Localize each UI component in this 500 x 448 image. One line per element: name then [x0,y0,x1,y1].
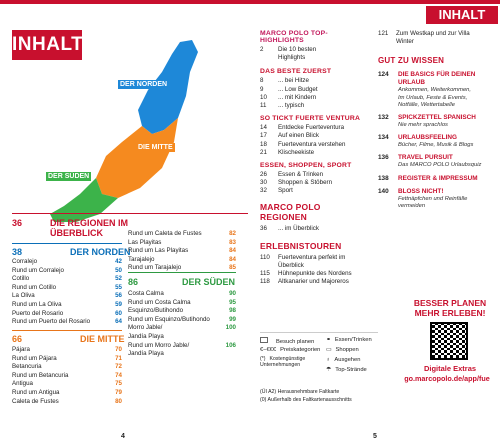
item-title: BLOSS NICHT! [398,187,444,195]
item-body [398,134,473,149]
item-sub: Bücher, Filme, Musik & Blogs [398,142,474,149]
essen-title: ESSEN, SHOPPEN, SPORT [260,162,352,170]
list-item [378,38,496,46]
list-item [260,54,370,62]
item-text: Essen & Trinken [278,171,324,179]
list-item [12,267,122,276]
item-label: Rund um Antigua [12,388,60,396]
item-label: Betancuria [12,363,42,371]
sueden-list [128,290,236,359]
star-symbol: (*) [260,356,266,362]
list-item [260,86,370,94]
item-label: Morro Jable/ [128,324,163,332]
list-item [12,284,122,293]
norden-title: DER NORDEN [70,247,131,257]
list-item [128,342,236,351]
item-sub: vermeiden [398,202,426,209]
list-item [260,262,370,270]
item-body [398,114,476,129]
list-item [260,77,370,85]
item-label: Las Playitas [128,238,162,246]
mp-regionen-list [260,225,370,233]
item-page: 71 [115,354,122,362]
item-num: 21 [260,148,267,156]
page-number-right: 5 [373,433,377,440]
list-item [12,389,122,398]
item-num: 2 [260,46,264,53]
item-page: 64 [115,318,122,326]
item-num: 134 [378,134,389,142]
item-page: 55 [115,283,122,291]
item-label: Rund um Tarajalejo [128,264,182,272]
promo-url[interactable]: go.marcopolo.de/app/fue [404,374,490,383]
list-item [260,102,370,110]
map-label-mitte: DIE MITTE [138,144,173,151]
item-sub: Fettnäpfchen und Reinfälle [398,195,468,202]
mitte-num: 66 [12,334,23,344]
item-page: 42 [115,258,122,265]
item-text: ... bei Hitze [278,77,309,85]
list-item [12,275,122,284]
item-page: 70 [115,346,122,353]
mitte-list [12,346,122,406]
item-num: 17 [260,132,267,140]
list-item [12,363,122,372]
item-num: 124 [378,71,389,79]
legend-item: Preiskategorien [280,347,321,353]
item-text: Hühnepunkte des Nordens [278,270,352,278]
list-item [260,225,370,233]
page-title: INHALT [12,30,82,60]
item-page: 60 [115,309,122,317]
header-tag: INHALT [426,6,498,24]
item-text: ... typisch [278,102,305,110]
item-sub: Ankommen, Weiterkommen, [398,87,472,94]
list-item [12,346,122,355]
list-item [260,171,370,179]
tickt-title: SO TICKT FUERTE VENTURA [260,115,361,123]
item-num: 136 [378,154,389,162]
item-body [398,71,475,109]
list-item [260,46,370,54]
norden-list [12,258,122,327]
item-label: Costa Calma [128,290,164,297]
list-item [128,239,236,248]
item-label: Corralejo [12,258,38,265]
bag-icon: ▭ [326,347,332,353]
item-title: DIE BASICS FÜR DEINEN [398,71,476,79]
item-num: 118 [260,278,270,286]
list-item [12,258,122,267]
item-label: Rund um Costa Calma [128,298,191,306]
item-label: Rund um Morro Jable/ [128,341,190,349]
item-label: Jandía Playa [128,332,164,340]
list-item [128,316,236,325]
item-text: Sport [278,187,293,195]
list-item [128,307,236,316]
item-label: Esquinzo/Butihondo [128,307,184,315]
item-page: 106 [225,341,236,349]
zuerst-list [260,77,370,110]
list-item [128,299,236,308]
item-label: La Oliva [12,292,35,300]
sueden-num: 86 [128,277,139,287]
item-text: ... Low Budget [278,85,318,93]
list-item [260,254,370,262]
legend-note: (ÜI A2) Herausnehmbare Faltkarte [260,389,340,395]
mitte-title: DIE MITTE [80,334,125,344]
item-page: 100 [225,324,236,332]
item-text: Fuerteventura perfekt im [278,253,346,261]
item-body [398,188,467,210]
island-map [40,38,240,238]
list-item [260,124,370,132]
list-item [378,30,496,38]
item-num: 110 [260,253,270,261]
item-text: Altkanarier und Majoreros [278,278,349,286]
list-item [128,290,236,299]
item-num: 8 [260,77,264,85]
item-page: 82 [229,230,236,237]
item-num: 32 [260,187,267,195]
item-label: Rund um La Oliva [12,300,62,308]
list-item [12,398,122,407]
page-number-left: 4 [121,433,125,440]
item-title: REGISTER & IMPRESSUM [398,174,478,182]
list-item [12,355,122,364]
item-num: 30 [260,179,267,187]
promo-line3: Digitale Extras [423,364,477,373]
item-sub: Notfälle, Wettertabelle [398,101,455,108]
item-title: SPICKZETTEL SPANISCH [398,114,476,122]
wissen-item [378,175,496,183]
wissen-list [378,71,496,210]
item-label: Rund um Caleta de Fustes [128,230,202,237]
item-num: 36 [260,224,267,232]
legend-note: (0) Außerhalb des Faltkartenausschnitts [260,397,352,403]
promo-line2: MEHR ERLEBEN! [414,308,486,318]
divider-mitte [12,330,122,331]
item-sub: Das MARCO POLO Urlaubsquiz [398,162,482,169]
legend [260,332,378,420]
item-body [398,175,478,183]
item-page: 79 [115,388,122,396]
item-page: 72 [115,363,122,371]
legend-item: Essen/Trinken [334,337,372,343]
essen-list [260,171,370,196]
item-label: Rund um Las Playitas [128,247,189,255]
wissen-item [378,154,496,169]
item-sub: Nie mehr sprachlos [398,122,448,129]
item-text: Überblick [278,262,304,270]
item-text: Winter [396,38,414,46]
item-page: 83 [229,238,236,246]
item-text: Die 10 besten [278,46,317,53]
item-text: ... mit Kindern [278,93,317,101]
item-page: 75 [115,380,122,388]
item-page: 90 [229,290,236,297]
item-label: Puerto del Rosario [12,309,64,317]
item-title: URLAUBSFEELING [398,134,457,142]
item-label: Rund um Betancuria [12,371,69,379]
item-title: TRAVEL PURSUIT [398,154,453,162]
item-text: Entdecke Fuerteventura [278,124,345,132]
item-text: Highlights [278,54,306,62]
item-label: Rund um Esquinzo/Butihondo [128,315,210,323]
divider [12,213,248,214]
item-body [398,154,481,169]
list-item [12,310,122,319]
mp-regionen-title: MARCO POLO REGIONEN [260,201,321,222]
wissen-item [378,114,496,129]
item-page: 74 [115,371,122,379]
item-num: 121 [378,30,389,37]
cutlery-icon: ⚭ [326,337,331,343]
item-page: 59 [115,300,122,308]
item-num: 14 [260,124,267,132]
item-text: Klischeekiste [278,148,315,156]
item-label: Pájara [12,346,30,353]
divider-sueden [128,272,236,273]
list-item [128,230,236,239]
item-label: Cotillo [12,275,30,283]
calendar-icon [260,337,268,343]
glass-icon: ♁ [326,357,331,363]
item-page: 84 [229,255,236,263]
item-label: Jandía Playa [128,350,164,358]
item-page: 52 [115,275,122,283]
legend-item: Shoppen [335,347,359,353]
item-page: 50 [115,266,122,274]
list-item [260,94,370,102]
item-num: 132 [378,114,389,122]
legend-item: Top-Strände [335,367,367,373]
item-label: Tarajalejo [128,255,155,263]
list-item [260,141,370,149]
legend-item: Ausgehen [334,357,361,363]
list-item [12,372,122,381]
item-page: 85 [229,264,236,272]
legend-item: Kostengünstige Unternehmungen [260,356,306,368]
item-num: 26 [260,171,267,179]
item-label: Rund um Corralejo [12,266,64,274]
item-page: 84 [229,247,236,255]
sueden-title: DER SÜDEN [182,277,236,287]
norden-num: 38 [12,247,23,257]
top-bar-left [0,0,250,4]
middle-column [260,30,370,287]
item-num: 138 [378,174,389,182]
tickt-list [260,124,370,157]
regions-num: 36 [12,218,23,228]
list-item [260,179,370,187]
list-item [128,256,236,265]
map-label-sueden: DER SÜDEN [48,173,90,180]
map-middle [96,118,178,198]
item-page: 99 [229,315,236,323]
item-label: Rund um Puerto del Rosario [12,318,91,326]
list-item [128,333,236,342]
item-num: 11 [260,102,267,110]
list-item [260,278,370,286]
list-item [128,324,236,333]
wissen-item [378,188,496,210]
item-label: Rund um Cotillo [12,283,57,291]
list-item [12,318,122,327]
item-page: 80 [115,397,122,405]
item-text: Zum Westkap und zur Villa [396,30,470,37]
item-text: Shoppen & Stöbern [278,179,333,187]
right-top-list [378,30,496,46]
item-label: Antigua [12,380,33,388]
item-text: ... im Überblick [278,224,319,232]
list-item [260,149,370,157]
map-label-norden: DER NORDEN [120,81,168,88]
list-item [128,350,236,359]
item-page: 56 [115,292,122,300]
item-label: Caleta de Fustes [12,397,59,405]
price-symbol: €–€€€ [260,347,277,353]
item-num: 9 [260,85,264,93]
beach-icon: ☂ [326,367,332,373]
item-num: 18 [260,140,267,148]
list-item [260,187,370,195]
item-text: Fuerteventura verstehen [278,140,346,148]
divider-norden [12,243,122,244]
list-item [128,247,236,256]
top-bar-right [250,0,500,4]
list-item [12,380,122,389]
list-item [12,292,122,301]
item-page: 98 [229,307,236,315]
topten-title: MARCO POLO TOP-HIGHLIGHTS [260,30,328,44]
promo-headline [405,298,495,318]
right-column [378,30,496,215]
item-num: 140 [378,187,389,195]
item-num: 10 [260,93,267,101]
list-item [260,132,370,140]
topten-list [260,46,370,62]
erlebnis-title: ERLEBNISTOUREN [260,240,342,251]
wissen-title: GUT ZU WISSEN [378,56,445,66]
promo-line1: BESSER PLANEN [413,298,487,308]
item-sub: Im Urlaub, Feste & Events, [398,94,468,101]
item-num: 115 [260,270,270,278]
col2-list [128,230,236,273]
zuerst-title: DAS BESTE ZUERST [260,68,332,76]
item-text: Auf einen Blick [278,132,319,140]
legend-item: Besuch planen [276,339,315,345]
list-item [12,301,122,310]
wissen-item [378,134,496,149]
erlebnis-list [260,254,370,287]
regions-title: DIE REGIONEN IM ÜBERBLICK [50,218,129,238]
qr-code[interactable] [430,322,468,360]
wissen-item [378,71,496,109]
list-item [260,270,370,278]
item-label: Rund um Pájara [12,354,57,362]
item-page: 95 [229,298,236,306]
item-sub: URLAUB [398,79,425,87]
